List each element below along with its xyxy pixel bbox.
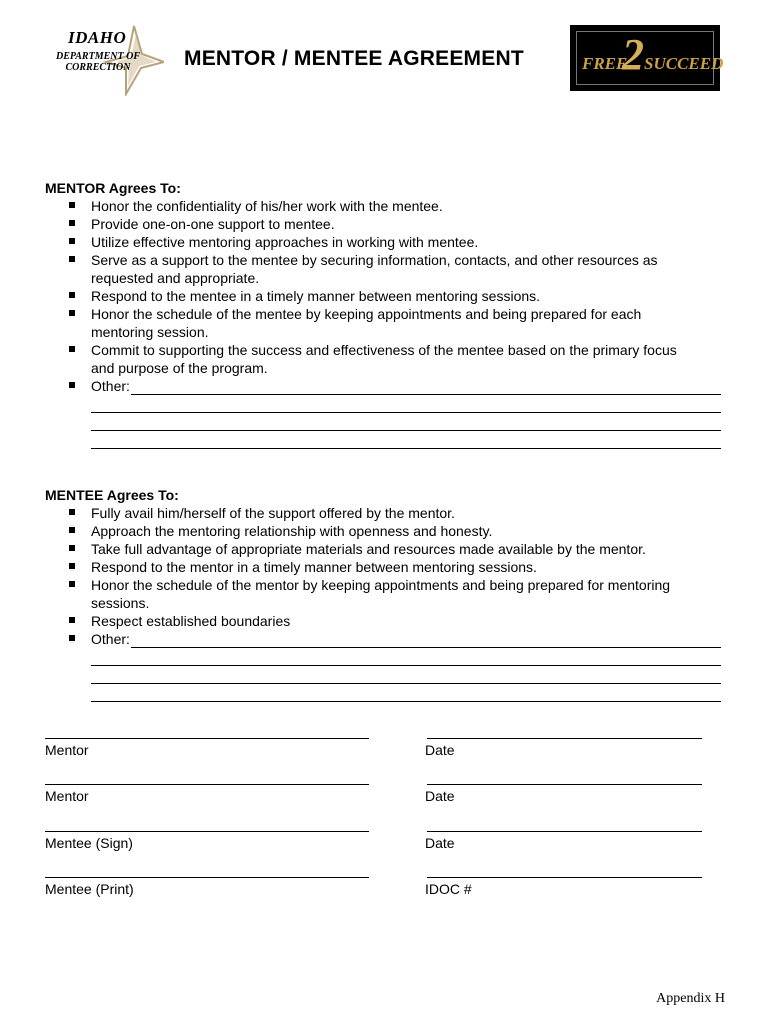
mentee-item xyxy=(45,504,721,522)
free2succeed-logo xyxy=(570,25,724,91)
bullet-icon xyxy=(69,509,75,515)
mentor-signature-line[interactable] xyxy=(45,784,369,785)
mentee-other-item xyxy=(45,630,721,648)
mentor-item-text: Serve as a support to the mentee by securing information, contacts, and other resources as xyxy=(91,252,658,268)
mentor-other-line[interactable] xyxy=(91,395,721,413)
bullet-icon xyxy=(69,202,75,208)
mentee-item-text: Honor the schedule of the mentor by keeping appointments and being prepared for mentoring xyxy=(91,577,671,593)
mentor-item xyxy=(45,197,721,215)
mentee-print-line[interactable] xyxy=(45,877,369,878)
logo-succeed-text: SUCCEED xyxy=(644,54,724,73)
mentee-item xyxy=(45,558,721,576)
mentee-other-line[interactable] xyxy=(91,648,721,666)
bullet-icon xyxy=(69,256,75,262)
mentee-other-input-line[interactable] xyxy=(131,632,721,648)
idoc-label: IDOC # xyxy=(425,881,472,897)
mentor-item xyxy=(45,305,721,341)
mentor-other-label: Other: xyxy=(91,378,130,394)
mentor-item xyxy=(45,287,721,305)
mentor-item-text: Commit to supporting the success and effectiveness of the mentee based on the primary focus xyxy=(91,342,677,358)
bullet-icon xyxy=(69,382,75,388)
logo-department-text xyxy=(52,51,144,73)
mentee-item-text: Take full advantage of appropriate materials and resources made available by the mentor. xyxy=(91,541,646,557)
mentor-item-text: mentoring session. xyxy=(91,324,209,340)
mentee-list xyxy=(45,504,721,630)
mentor-item xyxy=(45,215,721,233)
logo-line-2: CORRECTION xyxy=(65,62,131,73)
mentor-item-text: requested and appropriate. xyxy=(91,270,260,286)
mentee-other-line[interactable] xyxy=(91,684,721,702)
mentee-item-text: sessions. xyxy=(91,595,150,611)
date-label: Date xyxy=(425,742,455,758)
mentor-other-item xyxy=(45,377,721,395)
date-line[interactable] xyxy=(427,784,702,785)
mentee-item xyxy=(45,612,721,630)
signature-label: Mentee (Print) xyxy=(45,881,134,897)
mentor-item-text: Respond to the mentee in a timely manner between mentoring sessions. xyxy=(91,288,541,304)
mentee-item xyxy=(45,540,721,558)
logo-idaho-text: IDAHO xyxy=(68,28,127,47)
logo-2-text: 2 xyxy=(622,30,644,79)
mentor-other-line[interactable] xyxy=(91,413,721,431)
mentor-item xyxy=(45,251,721,287)
mentor-item-text: Honor the confidentiality of his/her work with the mentee. xyxy=(91,198,443,214)
mentor-section xyxy=(45,179,721,449)
signature-label: Mentee (Sign) xyxy=(45,835,133,851)
mentor-list xyxy=(45,197,721,377)
bullet-icon xyxy=(69,581,75,587)
bullet-icon xyxy=(69,310,75,316)
date-line[interactable] xyxy=(427,738,702,739)
page-title: MENTOR / MENTEE AGREEMENT xyxy=(184,47,524,70)
mentee-signature-line[interactable] xyxy=(45,831,369,832)
date-line[interactable] xyxy=(427,831,702,832)
bullet-icon xyxy=(69,238,75,244)
mentee-other-label: Other: xyxy=(91,631,130,647)
bullet-icon xyxy=(69,563,75,569)
logo-line-1: DEPARTMENT OF xyxy=(56,51,140,62)
mentor-item-text: Provide one-on-one support to mentee. xyxy=(91,216,335,232)
bullet-icon xyxy=(69,346,75,352)
mentor-signature-line[interactable] xyxy=(45,738,369,739)
signature-label: Mentor xyxy=(45,742,89,758)
bullet-icon xyxy=(69,220,75,226)
mentee-item-text: Fully avail him/herself of the support offered by the mentor. xyxy=(91,505,455,521)
mentee-heading: MENTEE Agrees To: xyxy=(45,487,179,503)
mentee-item xyxy=(45,522,721,540)
mentee-item-text: Respect established boundaries xyxy=(91,613,291,629)
mentee-section xyxy=(45,486,721,702)
bullet-icon xyxy=(69,527,75,533)
bullet-icon xyxy=(69,617,75,623)
appendix-label: Appendix H xyxy=(656,991,725,1006)
mentor-item xyxy=(45,233,721,251)
bullet-icon xyxy=(69,292,75,298)
mentor-heading: MENTOR Agrees To: xyxy=(45,180,181,196)
mentor-other-input-line[interactable] xyxy=(131,379,721,395)
mentor-item-text: and purpose of the program. xyxy=(91,360,268,376)
date-label: Date xyxy=(425,835,455,851)
signature-label: Mentor xyxy=(45,788,89,804)
idoc-number-line[interactable] xyxy=(427,877,702,878)
mentor-item xyxy=(45,341,721,377)
mentee-item xyxy=(45,576,721,612)
mentee-item-text: Approach the mentoring relationship with openness and honesty. xyxy=(91,523,493,539)
idaho-doc-logo xyxy=(46,24,164,96)
bullet-icon xyxy=(69,545,75,551)
mentor-other-line[interactable] xyxy=(91,431,721,449)
mentor-item-text: Honor the schedule of the mentee by keeping appointments and being prepared for each xyxy=(91,306,642,322)
mentee-other-line[interactable] xyxy=(91,666,721,684)
mentor-item-text: Utilize effective mentoring approaches in working with mentee. xyxy=(91,234,479,250)
logo-free-text: FREE xyxy=(582,54,628,73)
bullet-icon xyxy=(69,635,75,641)
mentee-item-text: Respond to the mentor in a timely manner between mentoring sessions. xyxy=(91,559,537,575)
date-label: Date xyxy=(425,788,455,804)
